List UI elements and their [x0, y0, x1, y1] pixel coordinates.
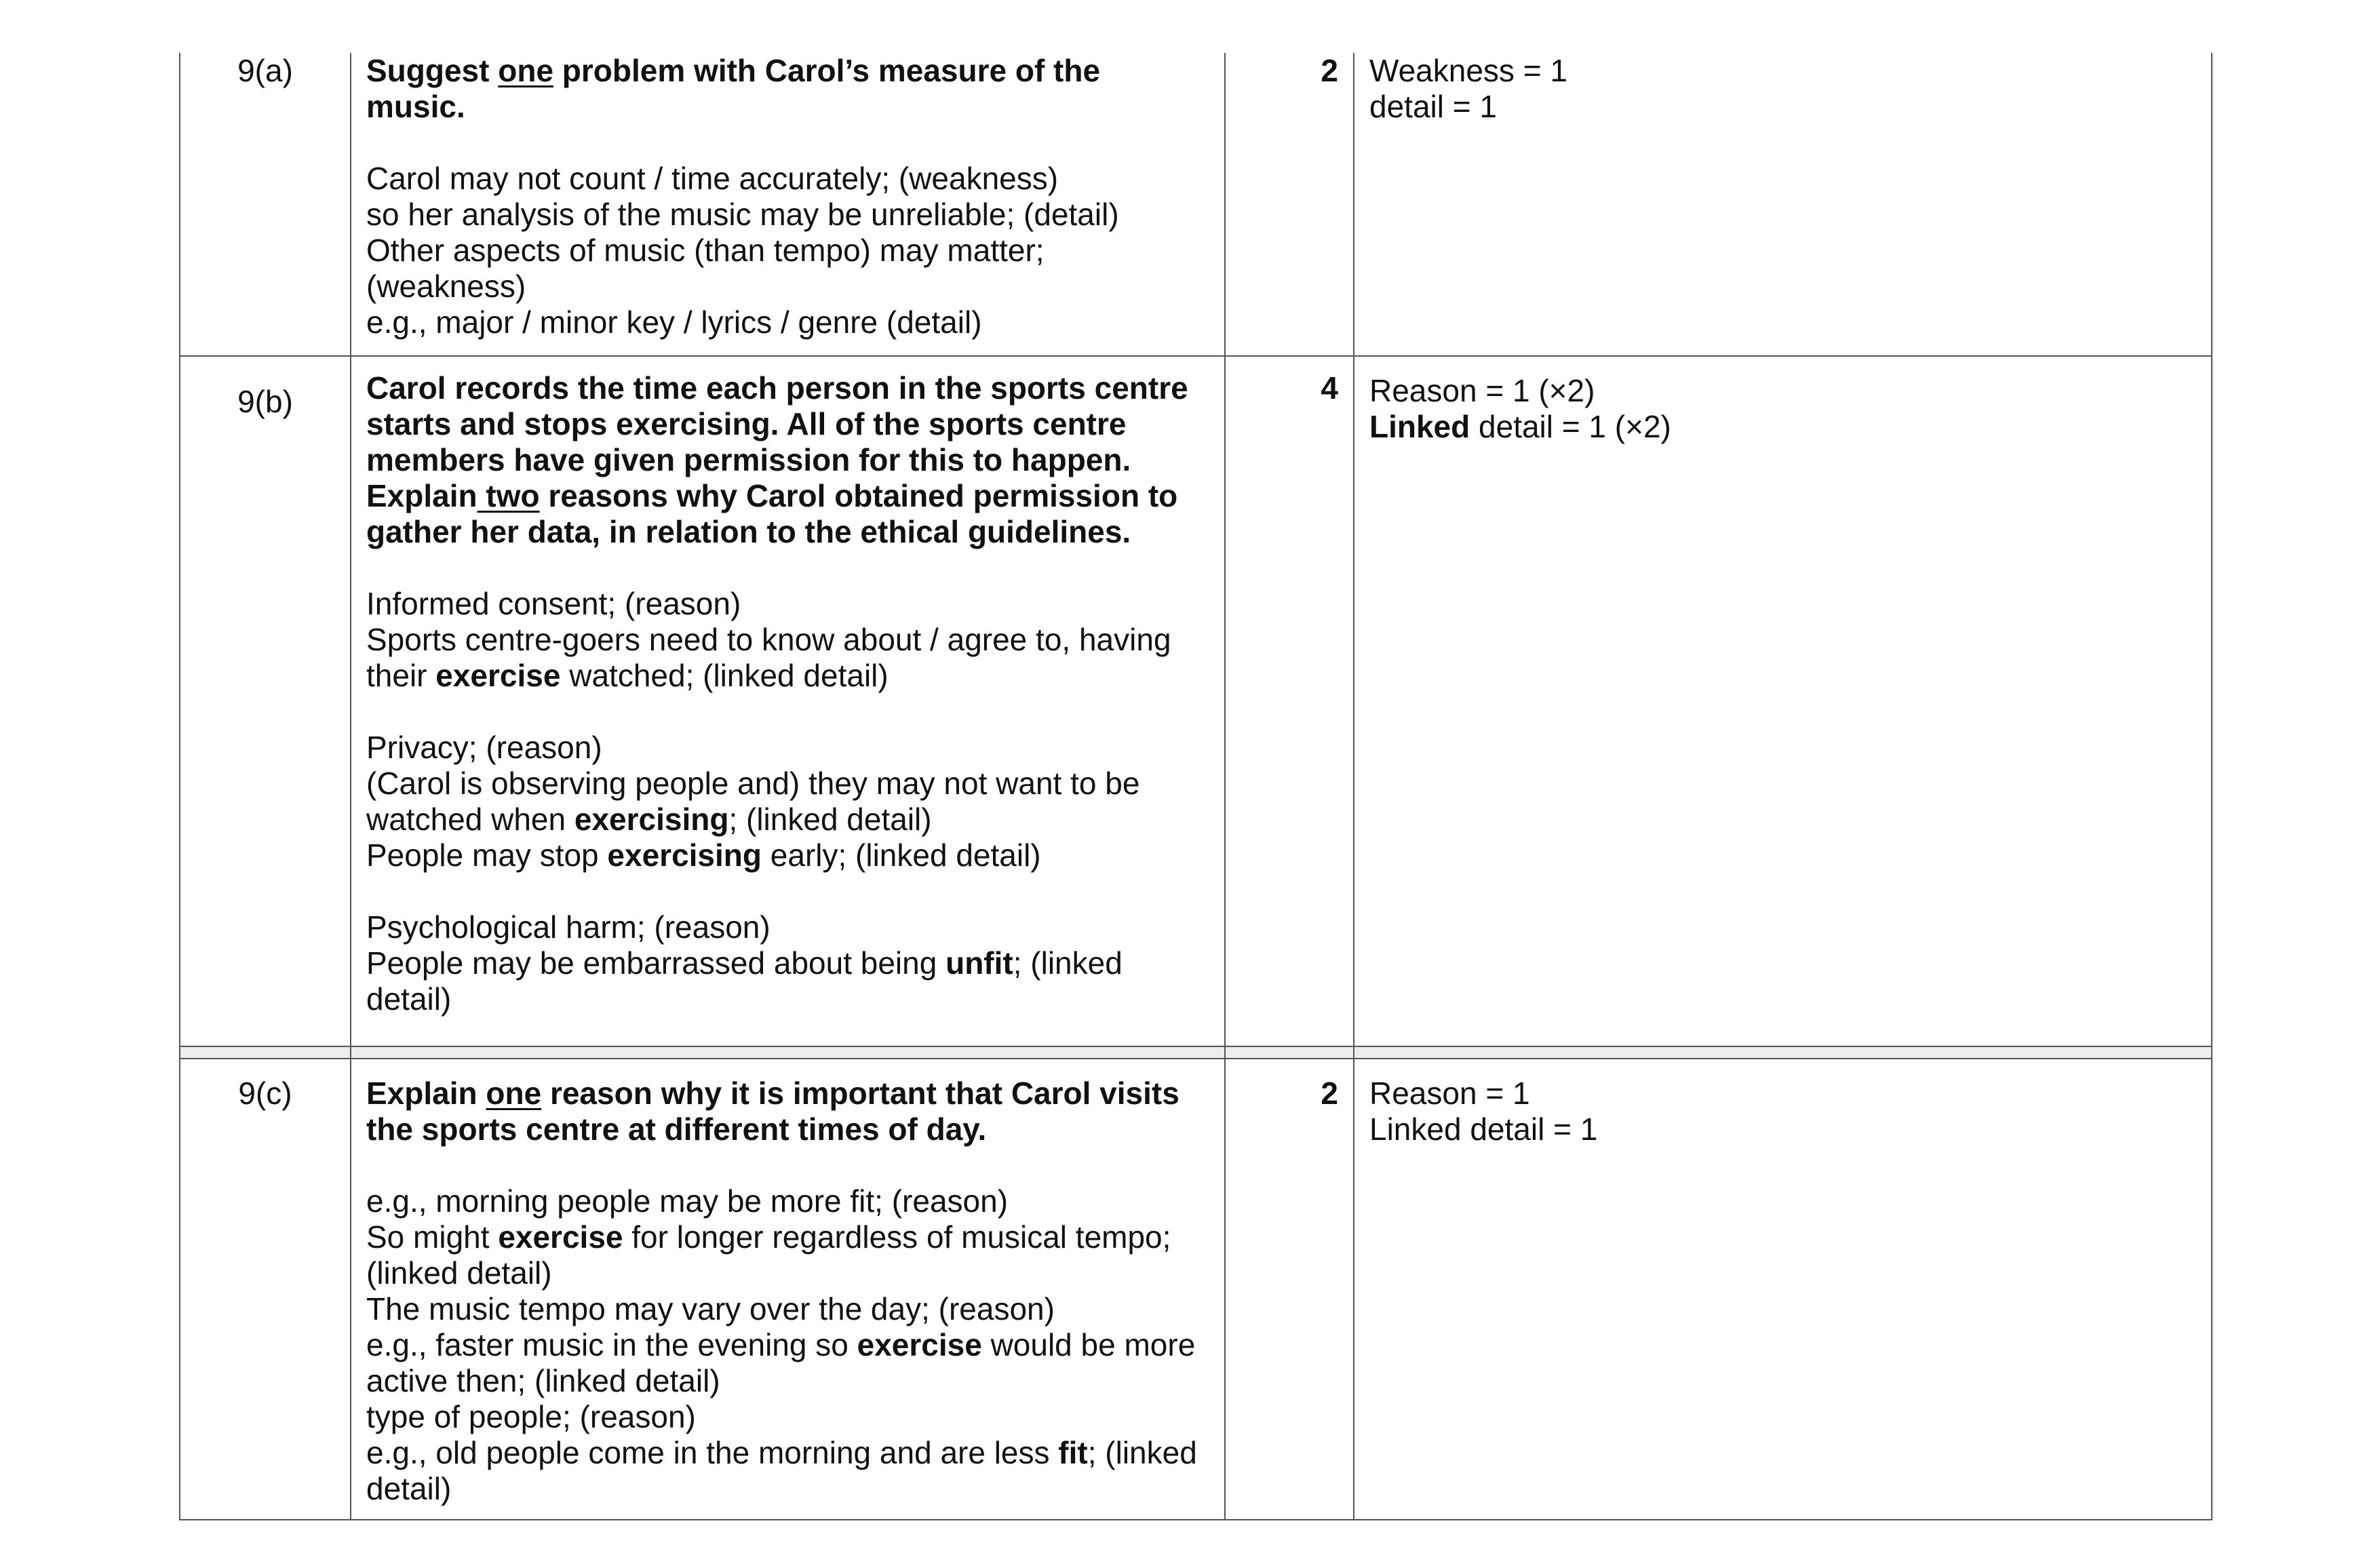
- answer-text-part: e.g., faster music in the evening so: [366, 1327, 857, 1362]
- guidance-line: detail = 1: [1369, 89, 1497, 124]
- mark-scheme-page: [179, 53, 2211, 1520]
- guidance-line: Linked detail = 1: [1369, 1111, 1598, 1147]
- question-text-part: problem with Carol’s measure of the: [553, 53, 1101, 88]
- answer-line: e.g., major / minor key / lyrics / genre (detail): [366, 304, 982, 340]
- table-row-9a: [180, 53, 2212, 356]
- answer-keyword: unfit: [945, 945, 1013, 981]
- answer-line: [366, 1435, 1209, 1471]
- guidance-cell: [1354, 1059, 2212, 1520]
- answer-text-part: People may stop: [366, 838, 608, 873]
- answer-keyword: exercise: [435, 658, 561, 693]
- answer-line: detail): [366, 1471, 452, 1506]
- spacer: [1369, 357, 2211, 373]
- answer-keyword: exercising: [574, 802, 729, 837]
- spacer: [1369, 1059, 2211, 1076]
- answer-line: (linked detail): [366, 1255, 552, 1291]
- question-text-part: Explain: [366, 478, 477, 513]
- question-number: 9(a): [237, 53, 293, 88]
- question-text-part: reason why it is important that Carol visits: [541, 1076, 1179, 1111]
- question-text-line: members have given permission for this to happen.: [366, 442, 1131, 477]
- table-row-9c: [180, 1059, 2212, 1520]
- answer-line: Carol may not count / time accurately; (weakness): [366, 161, 1059, 196]
- answer-line: Psychological harm; (reason): [366, 909, 770, 945]
- answer-line: [366, 1327, 1209, 1363]
- question-text-line: gather her data, in relation to the ethical guidelines.: [366, 514, 1131, 549]
- separator-cell: [351, 1046, 1225, 1059]
- question-answer-cell: [351, 1059, 1225, 1520]
- question-text-line: starts and stops exercising. All of the sports centre: [366, 406, 1127, 441]
- answer-line: [366, 802, 1209, 838]
- answer-keyword: exercise: [857, 1327, 982, 1362]
- question-text: [366, 53, 1209, 89]
- question-number-cell: [180, 356, 351, 1046]
- answer-line: so her analysis of the music may be unreliable; (detail): [366, 197, 1119, 232]
- answer-text-part: So might: [366, 1219, 499, 1255]
- separator-cell: [1225, 1046, 1354, 1059]
- answer-keyword: fit: [1058, 1435, 1088, 1470]
- answer-text-part: watched; (linked detail): [560, 658, 889, 693]
- guidance-line: Reason = 1 (×2): [1369, 373, 1595, 408]
- answer-text-part: would be more: [981, 1327, 1196, 1362]
- answer-line: [366, 1219, 1209, 1255]
- question-text: [366, 1076, 1209, 1111]
- answer-text-part: for longer regardless of musical tempo;: [623, 1219, 1171, 1255]
- answer-keyword: exercising: [607, 838, 762, 873]
- answer-text-part: early; (linked detail): [762, 838, 1041, 873]
- question-text-part: Suggest: [366, 53, 499, 88]
- question-number: 9(b): [237, 384, 293, 419]
- question-number-cell: [180, 53, 351, 356]
- question-text-line: [366, 478, 1209, 514]
- separator-cell: [180, 1046, 351, 1059]
- mark-scheme-table: [179, 53, 2212, 1520]
- guidance-line: [1369, 409, 2211, 445]
- answer-line: [366, 838, 1209, 873]
- spacer: [1226, 1059, 1338, 1076]
- answer-line: [366, 945, 1209, 981]
- separator-cell: [1354, 1046, 2212, 1059]
- question-text-part: Explain: [366, 1076, 486, 1111]
- spacer: [366, 1147, 1209, 1183]
- row-separator: [180, 1046, 2212, 1059]
- question-number: 9(c): [238, 1076, 292, 1111]
- answer-line: type of people; (reason): [366, 1399, 696, 1434]
- table-row-9b: [180, 356, 2212, 1046]
- question-keyword: one: [486, 1076, 542, 1111]
- answer-text-part: People may be embarrassed about being: [366, 945, 946, 981]
- answer-text-part: ; (linked: [1013, 945, 1123, 981]
- guidance-cell: [1354, 356, 2212, 1046]
- marks-value: 2: [1321, 1076, 1338, 1111]
- spacer: [366, 1059, 1209, 1076]
- answer-line: active then; (linked detail): [366, 1363, 720, 1398]
- marks-cell: [1225, 53, 1354, 356]
- answer-line: Sports centre-goers need to know about / agree to, having: [366, 622, 1171, 657]
- spacer: [1226, 357, 1338, 370]
- guidance-cell: [1354, 53, 2212, 356]
- answer-text-part: their: [366, 658, 436, 693]
- answer-text-part: e.g., old people come in the morning and are less: [366, 1435, 1059, 1470]
- question-text-part: reasons why Carol obtained permission to: [539, 478, 1178, 513]
- guidance-keyword: Linked: [1369, 409, 1470, 444]
- answer-line: detail): [366, 981, 452, 1017]
- spacer: [366, 550, 1209, 586]
- guidance-line: Reason = 1: [1369, 1076, 1530, 1111]
- marks-cell: [1225, 1059, 1354, 1520]
- answer-text-part: watched when: [366, 802, 574, 837]
- question-text-line: music.: [366, 89, 465, 124]
- marks-value: 2: [1321, 53, 1338, 88]
- spacer: [366, 694, 1209, 730]
- answer-text-part: ; (linked: [1087, 1435, 1197, 1470]
- spacer: [366, 357, 1209, 370]
- answer-line: Privacy; (reason): [366, 730, 602, 765]
- spacer: [366, 873, 1209, 909]
- question-text-line: Carol records the time each person in the sports centre: [366, 370, 1188, 406]
- question-text-line: the sports centre at different times of day.: [366, 1111, 987, 1147]
- spacer: [366, 125, 1209, 161]
- answer-line: (Carol is observing people and) they may not want to be: [366, 766, 1140, 801]
- question-answer-cell: [351, 53, 1225, 356]
- answer-line: [366, 658, 1209, 694]
- question-keyword: two: [477, 478, 540, 513]
- marks-value: 4: [1321, 370, 1338, 406]
- answer-text-part: ; (linked detail): [728, 802, 932, 837]
- guidance-line: Weakness = 1: [1369, 53, 1567, 88]
- question-keyword: one: [498, 53, 554, 88]
- answer-line: Informed consent; (reason): [366, 586, 741, 621]
- answer-line: (weakness): [366, 269, 526, 304]
- question-number-cell: [180, 1059, 351, 1520]
- marks-cell: [1225, 356, 1354, 1046]
- guidance-text-part: detail = 1 (×2): [1470, 409, 1671, 444]
- answer-keyword: exercise: [498, 1219, 623, 1255]
- answer-line: Other aspects of music (than tempo) may matter;: [366, 233, 1045, 268]
- answer-line: The music tempo may vary over the day; (reason): [366, 1291, 1055, 1326]
- answer-line: e.g., morning people may be more fit; (reason): [366, 1183, 1009, 1219]
- question-answer-cell: [351, 356, 1225, 1046]
